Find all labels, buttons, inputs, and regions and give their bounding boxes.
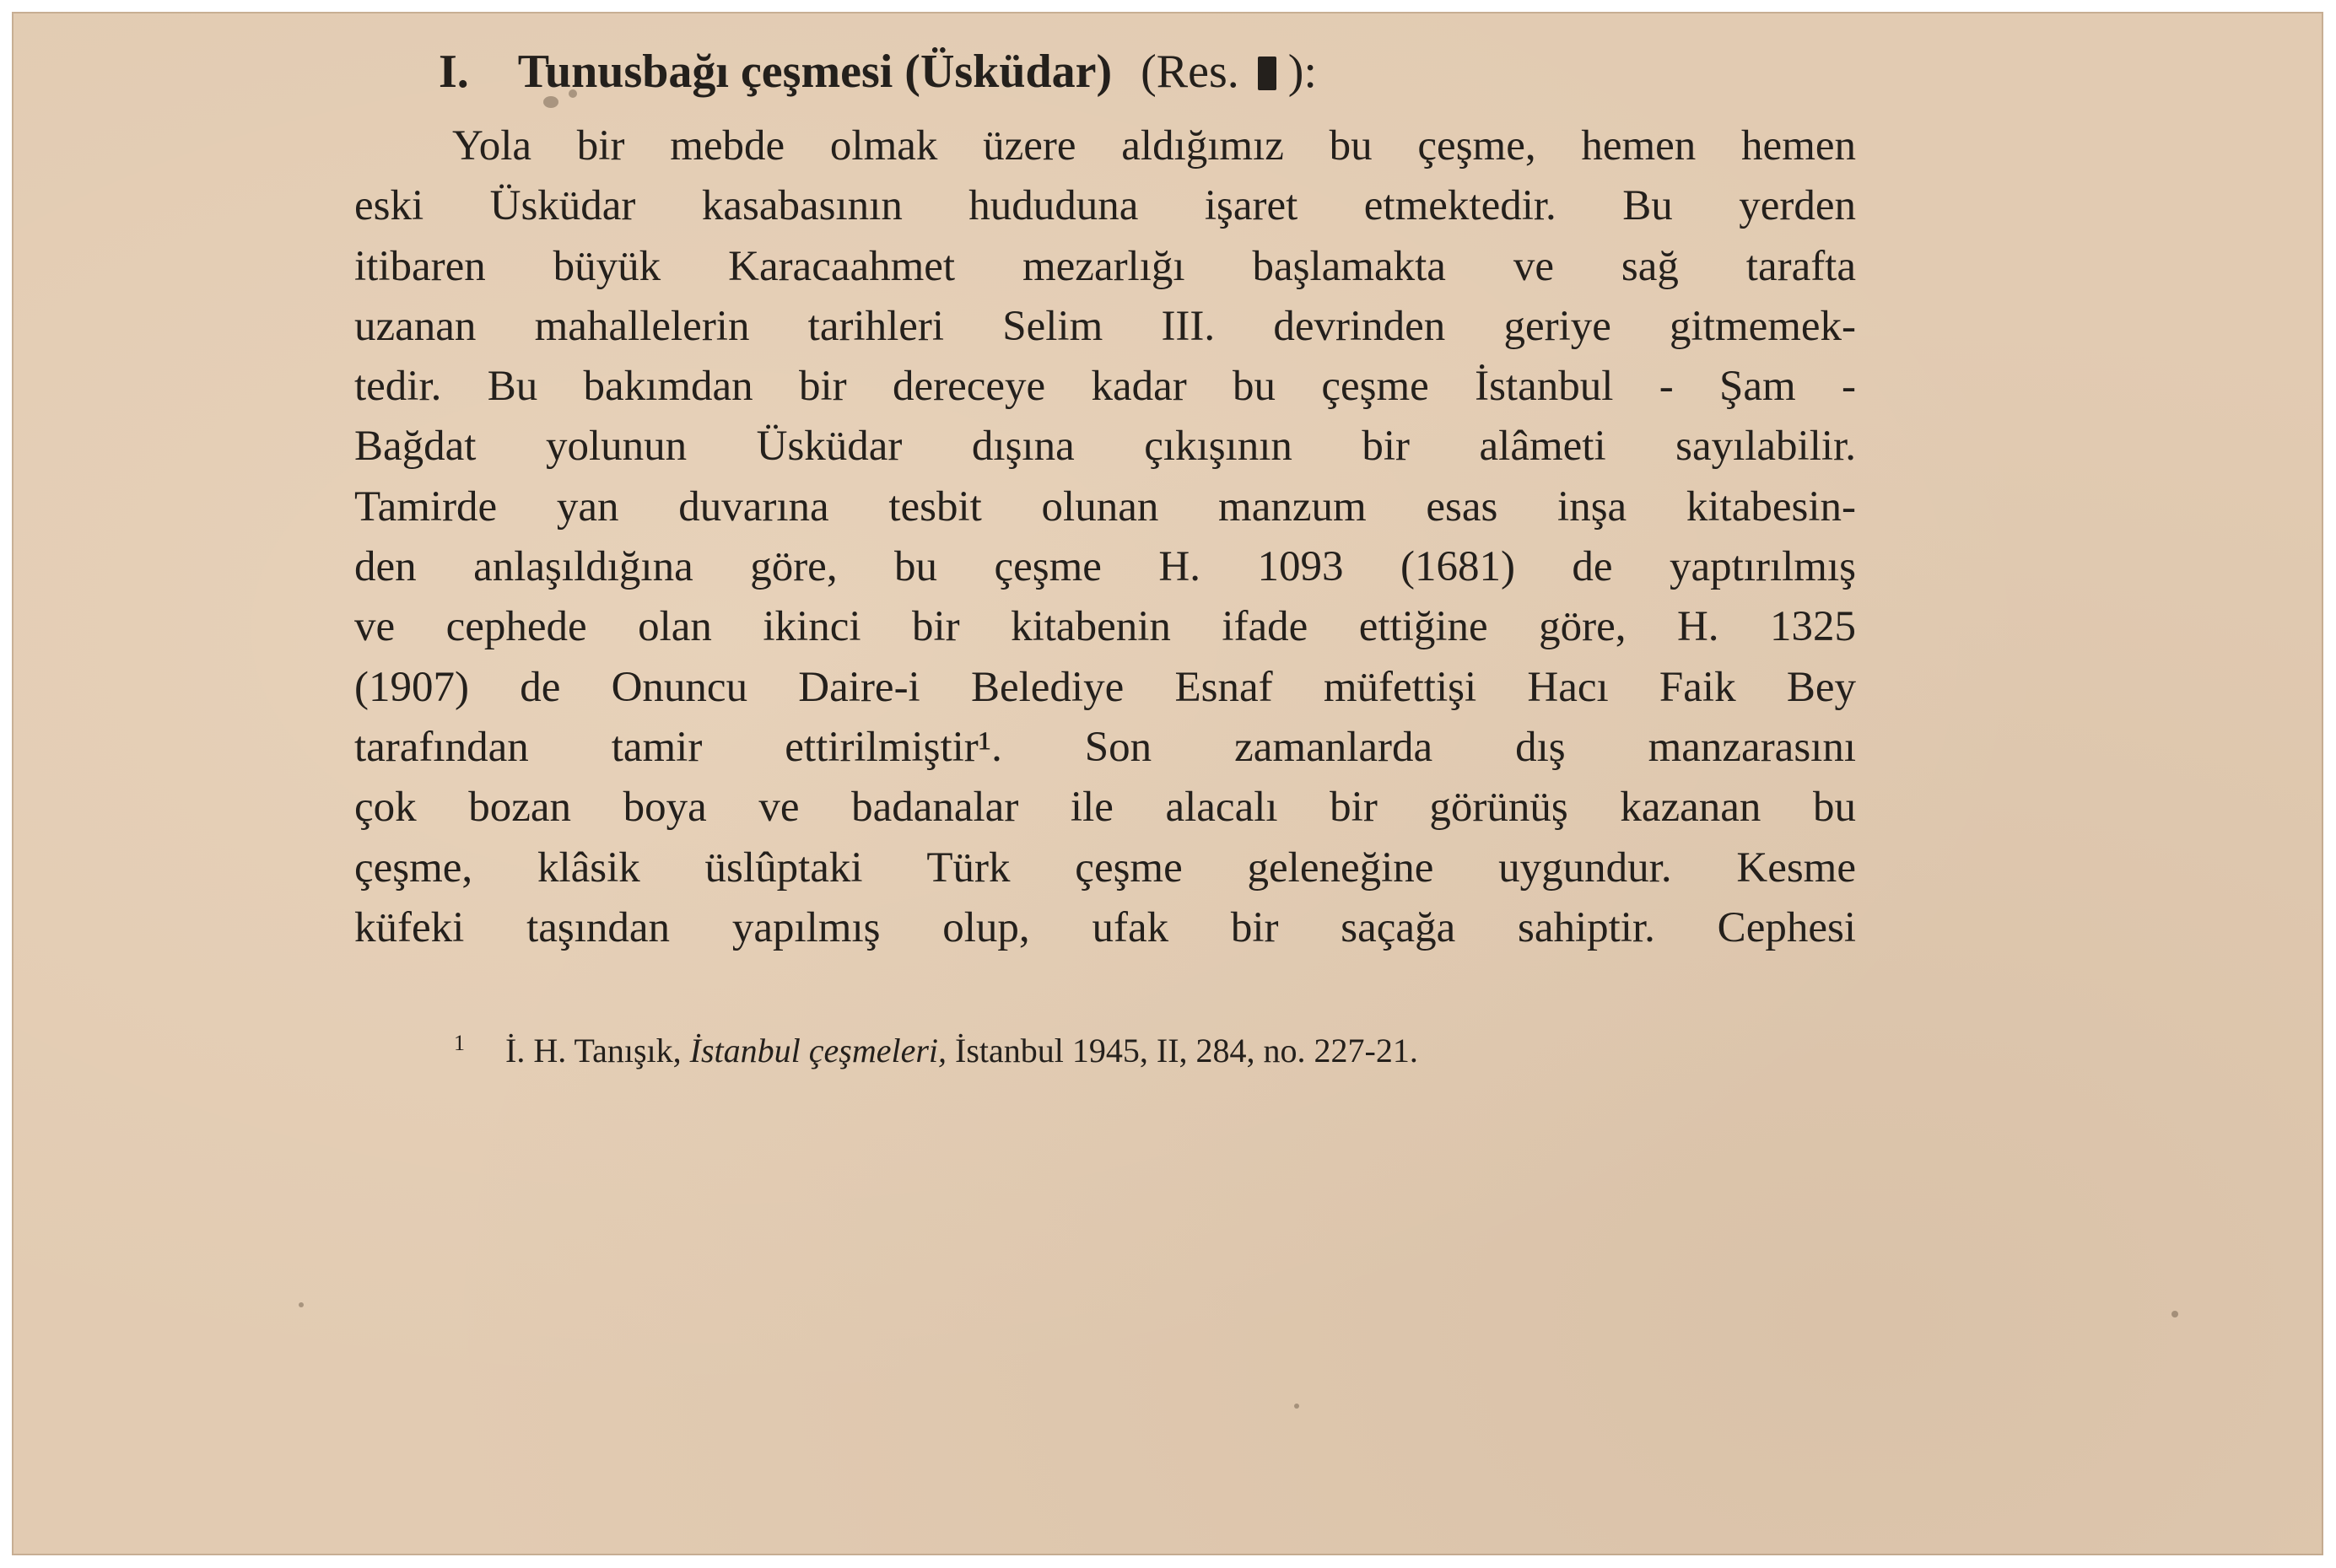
text-line: çeşme, klâsik üslûptaki Türk çeşme geleneğine uygundur. Kesme — [354, 843, 1856, 892]
section-heading — [439, 34, 1957, 110]
section-title: Tunusbağı çeşmesi (Üsküdar) — [517, 46, 1113, 98]
text-line: Tamirde yan duvarına tesbit olunan manzum esas inşa kitabesin- — [354, 482, 1856, 531]
text-line: eski Üsküdar kasabasının hududuna işaret etmektedir. Bu yerden — [354, 182, 1856, 230]
figure-number-smudge — [1258, 57, 1276, 90]
figure-reference: (Res. — [1141, 46, 1239, 98]
figure-reference-end: ): — [1287, 46, 1317, 98]
text-line: küfeki taşından yapılmış olup, ufak bir saçağa sahiptir. Cephesi — [354, 903, 1856, 951]
text-line: tarafından tamir ettirilmiştir¹. Son zamanlarda dış manzarasını — [354, 723, 1856, 771]
footnote-mark: 1 — [454, 1031, 465, 1055]
text-line: tedir. Bu bakımdan bir dereceye kadar bu çeşme İstanbul - Şam - — [354, 363, 1856, 411]
section-number: I. — [439, 46, 469, 98]
paper-speck — [2171, 1311, 2178, 1317]
body-paragraph — [354, 116, 1856, 958]
paper-speck — [543, 96, 558, 108]
paper-speck — [299, 1302, 304, 1307]
footnote — [454, 1014, 1804, 1073]
paper-speck — [1294, 1404, 1299, 1409]
text-line: (1907) de Onuncu Daire-i Belediye Esnaf müfettişi Hacı Faik Bey — [354, 663, 1856, 711]
footnote-author: İ. H. Tanışık, — [505, 1032, 682, 1070]
text-line: Bağdat yolunun Üsküdar dışına çıkışının bir alâmeti sayılabilir. — [354, 423, 1856, 471]
paper-speck — [569, 89, 577, 98]
footnote-details: İstanbul 1945, II, 284, no. 227-21. — [955, 1032, 1418, 1070]
document-page — [12, 12, 2323, 1555]
text-line: itibaren büyük Karacaahmet mezarlığı başlamakta ve sağ tarafta — [354, 242, 1856, 290]
text-line: ve cephede olan ikinci bir kitabenin ifade ettiğine göre, H. 1325 — [354, 603, 1856, 651]
text-line: den anlaşıldığına göre, bu çeşme H. 1093 (1681) de yaptırılmış — [354, 543, 1856, 591]
text-line: çok bozan boya ve badanalar ile alacalı bir görünüş kazanan bu — [354, 784, 1856, 832]
text-line: uzanan mahallelerin tarihleri Selim III. devrinden geriye gitmemek- — [354, 302, 1856, 350]
footnote-book-title: İstanbul çeşmeleri, — [689, 1032, 947, 1070]
text-line: Yola bir mebde olmak üzere aldığımız bu çeşme, hemen hemen — [452, 122, 1856, 170]
